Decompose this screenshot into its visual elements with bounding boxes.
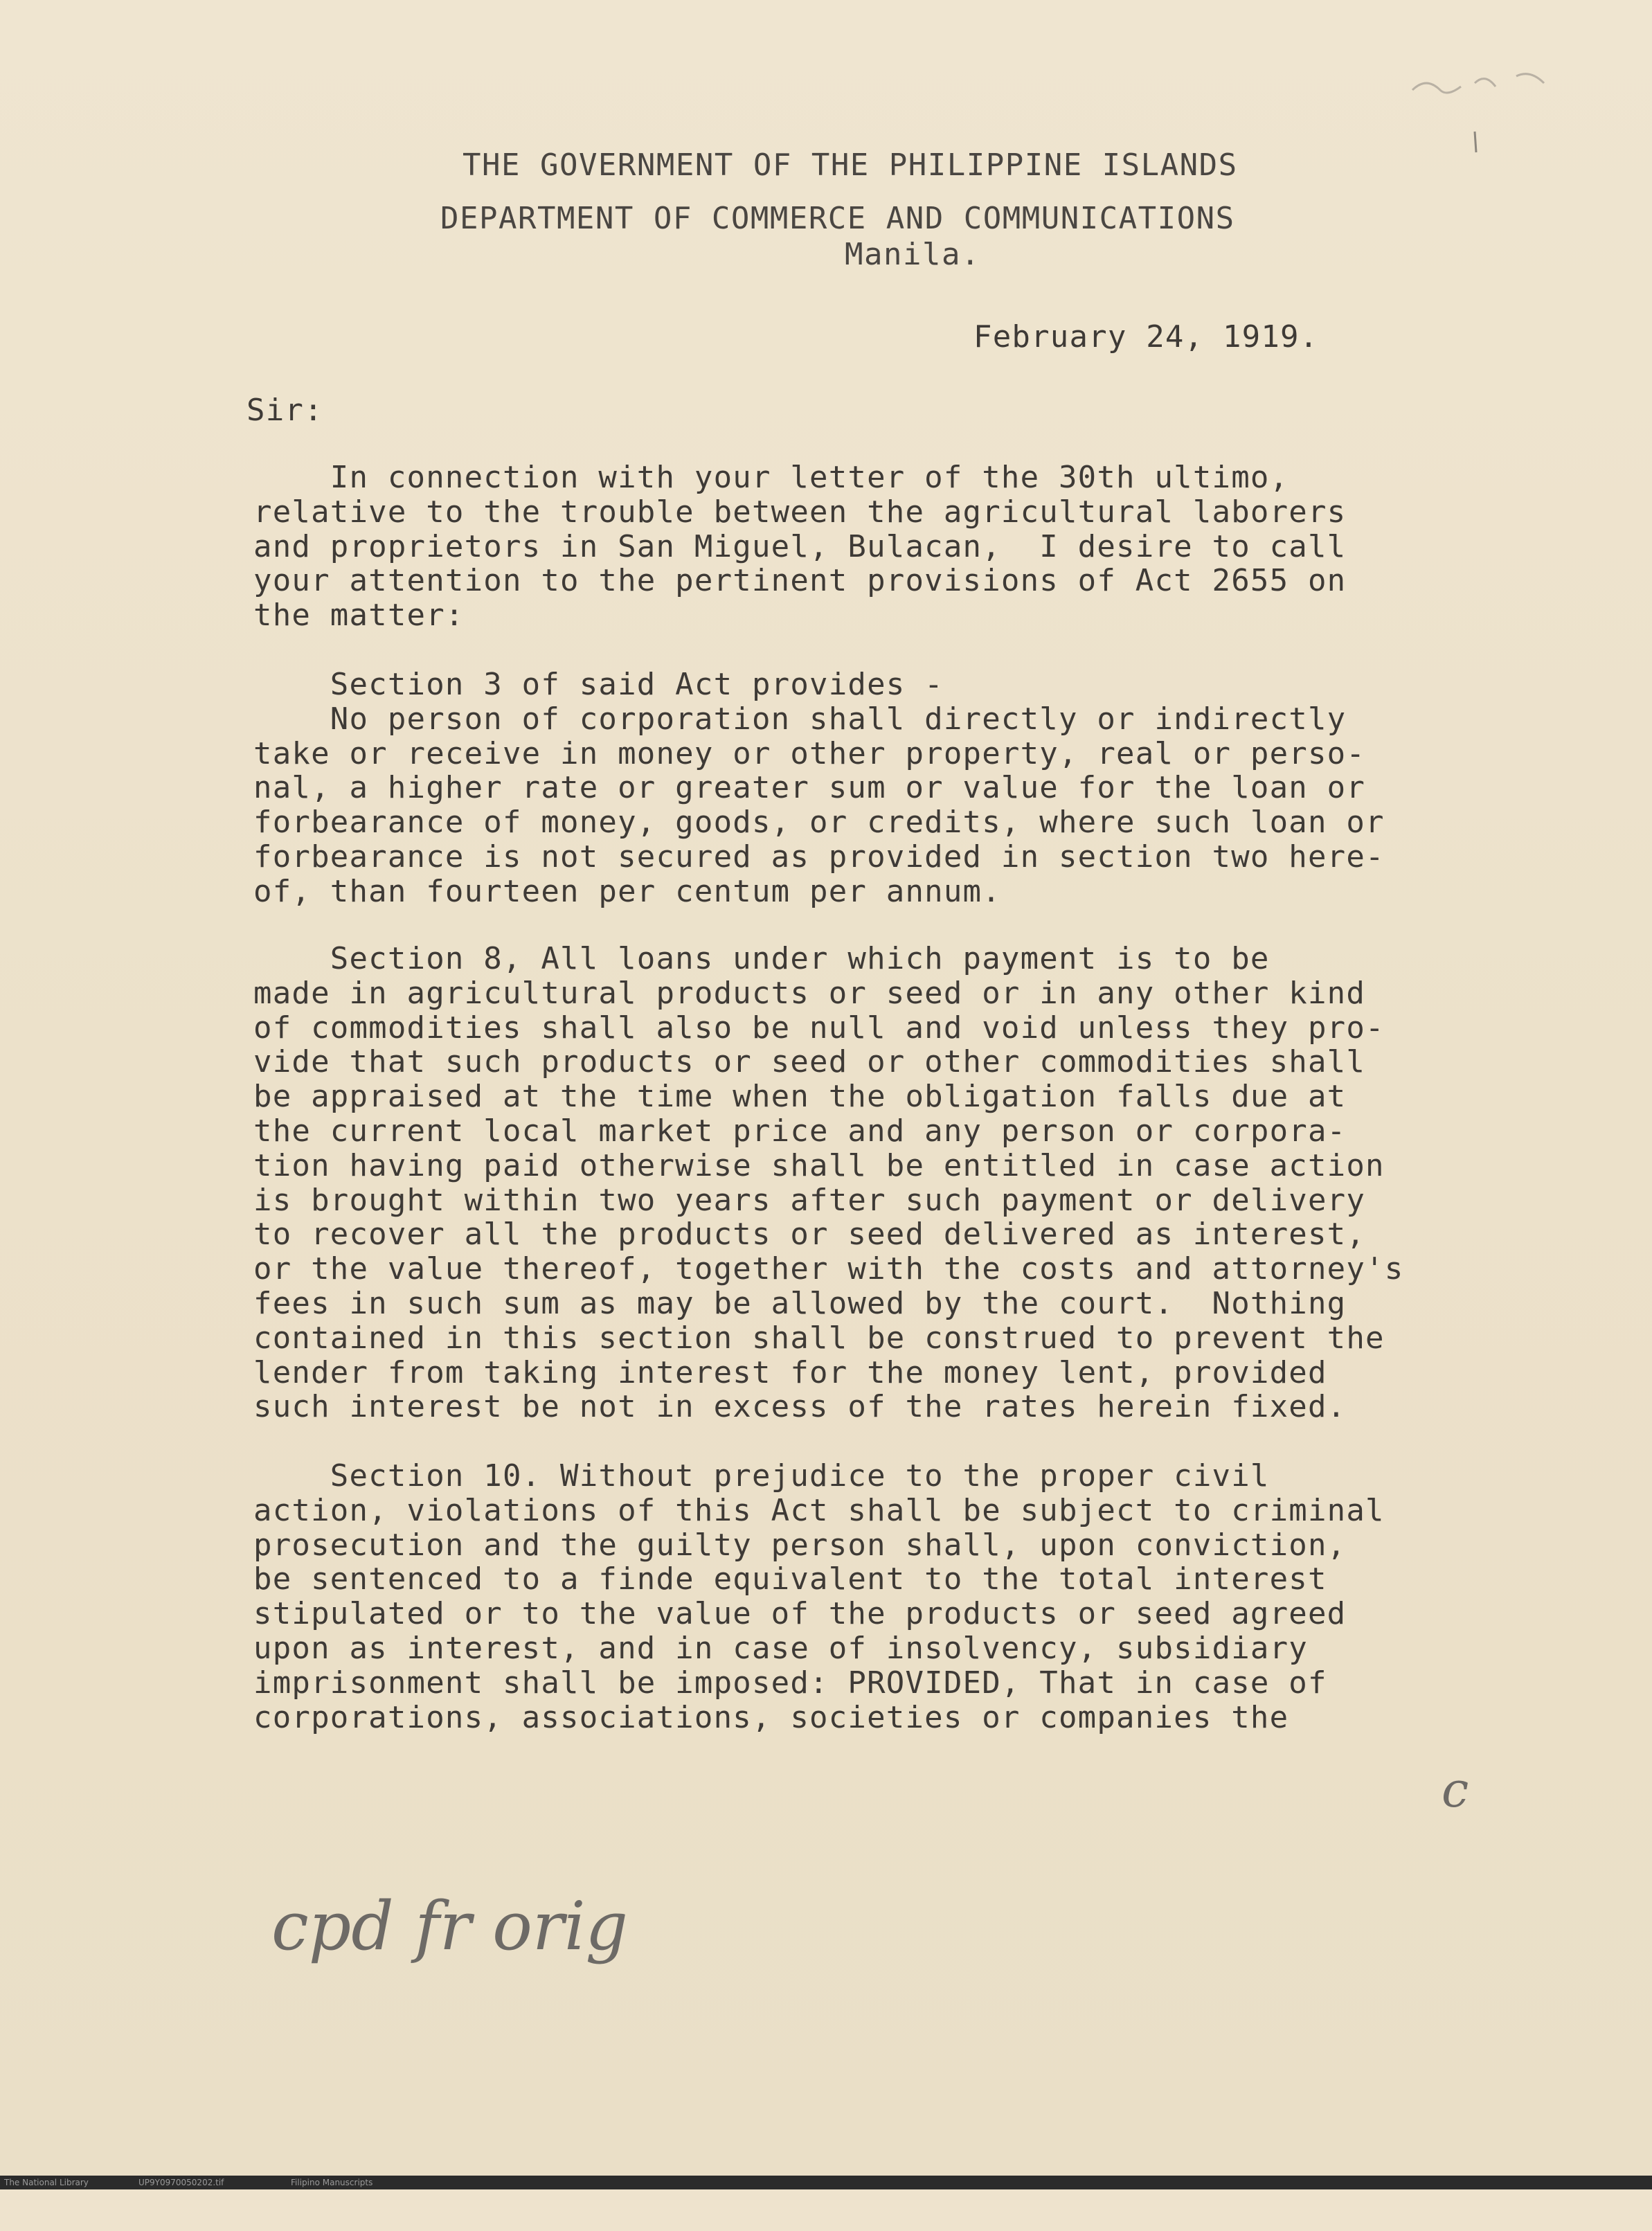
letterhead-line-2: DEPARTMENT OF COMMERCE AND COMMUNICATIONS [440,201,1235,236]
paragraph-section-3: Section 3 of said Act provides - No person of corporation shall directly or indirectly take or receive in money or other property, real or perso- nal, a higher rate or greater sum or value for the loan or forbearance of money, goods, or credits, where such loan or forbearance is not secured as provided in section two here- of, than fourteen per centum per annum. [253,667,1385,909]
paragraph-section-8: Section 8, All loans under which payment is to be made in agricultural products or seed or in any other kind of commodities shall also be null and void unless they pro- vide that such products or seed or other commodities shall be appraised at the time when the obligation falls due at the current local market price and any person or corpora- tion having paid otherwise shall be entitled in case action is brought within two years after such payment or delivery to recover all the products or seed delivered as interest, or the value thereof, together with the costs and attorney's fees in such sum as may be allowed by the court. Nothing contained in this section shall be construed to prevent the lender from taking interest for the money lent, provided such interest be not in excess of the rates herein fixed. [253,941,1404,1425]
letterhead-line-1: THE GOVERNMENT OF THE PHILIPPINE ISLANDS [463,147,1238,183]
salutation: Sir: [246,393,323,428]
handwritten-note: cpd fr orig [271,1888,628,1965]
footer-collection: Filipino Manuscripts [291,2178,373,2187]
footer-library: The National Library [4,2178,89,2187]
handwritten-check-mark: c [1442,1762,1469,1818]
letterhead-city: Manila. [845,237,980,272]
archive-footer [0,2176,1652,2189]
pencil-mark-icon [1399,48,1579,159]
paragraph-section-10: Section 10. Without prejudice to the proper civil action, violations of this Act shall be subject to criminal prosecution and the guilty person shall, upon conviction, be sentenced to a finde equivalent to the total interest stipulated or to the value of the products or seed agreed upon as interest, and in case of insolvency, subsidiary imprisonment shall be imposed: PROVIDED, That in case of corporations, associations, societies or companies the [253,1458,1385,1735]
letter-date: February 24, 1919. [973,319,1319,355]
paragraph-introduction: In connection with your letter of the 30th ultimo, relative to the trouble between the agricultural laborers and proprietors in San Miguel, Bulacan, I desire to call your attention to the pertinent provisions of Act 2655 on the matter: [253,460,1347,634]
footer-file-id: UP9Y0970050202.tif [138,2178,224,2187]
